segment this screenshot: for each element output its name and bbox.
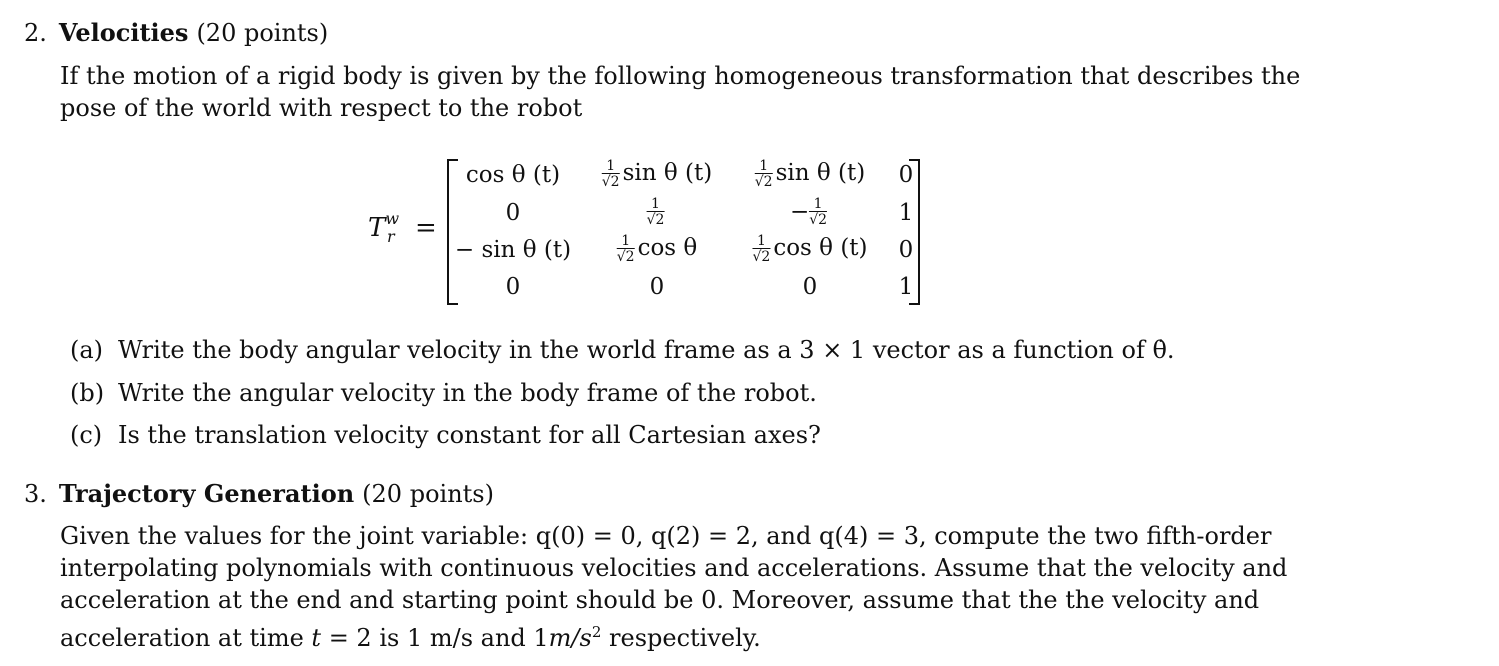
lhs-superscript: w	[385, 209, 400, 228]
fraction: $\frac{1}{√2}$	[616, 233, 635, 265]
matrix-cell-r1c1: cos θ (t)	[465, 162, 561, 188]
matrix-cell-r1c2	[602, 159, 712, 189]
fraction: $\frac{1}{√2}$	[601, 158, 620, 190]
equals-sign: =	[414, 213, 437, 243]
matrix-cell-r2c4: 1	[898, 200, 914, 226]
matrix-cell-r3c1: − sin θ (t)	[454, 237, 572, 263]
matrix-cell-r3c4: 0	[898, 237, 914, 263]
part-label: (a)	[70, 336, 104, 364]
fraction: $\frac{1}{√2}$	[646, 196, 665, 228]
matrix-cell-r4c2: 0	[649, 274, 665, 300]
intro-line: pose of the world with respect to the robot	[60, 94, 583, 122]
question-number: 3.	[24, 480, 47, 508]
question-2-heading	[24, 18, 328, 48]
right-bracket	[909, 159, 920, 305]
body-line: interpolating polynomials with continuous velocities and accelerations. Assume that the velocity and	[60, 554, 1288, 582]
fraction: $\frac{1}{√2}$	[809, 196, 828, 228]
lhs-subscript: r	[387, 227, 395, 246]
question-points: (20 points)	[196, 19, 329, 47]
matrix-cell-r3c3	[752, 234, 867, 264]
part-label: (c)	[70, 421, 103, 449]
body-line: acceleration at the end and starting point should be 0. Moreover, assume that the the velocity and	[60, 586, 1260, 614]
cell-expression: sin θ (t)	[622, 160, 713, 186]
transformation-matrix	[360, 155, 940, 305]
cell-expression: cos θ (t)	[773, 235, 868, 261]
part-text: Is the translation velocity constant for all Cartesian axes?	[118, 421, 821, 449]
question-2-intro	[60, 60, 1301, 124]
cell-expression: sin θ (t)	[775, 160, 866, 186]
question-3-heading	[24, 479, 494, 509]
matrix-cell-r4c1: 0	[505, 274, 521, 300]
part-b	[70, 378, 817, 408]
question-3-body	[60, 520, 1288, 654]
fraction: $\frac{1}{√2}$	[752, 233, 771, 265]
minus-sign: −	[789, 199, 810, 225]
left-bracket	[447, 159, 458, 305]
question-number: 2.	[24, 19, 47, 47]
matrix-cell-r1c4: 0	[898, 162, 914, 188]
body-line-last: acceleration at time t = 2 is 1 m/s and $1m/s^2$ respectively.	[60, 623, 761, 652]
part-a	[70, 335, 1175, 365]
part-c	[70, 420, 821, 450]
cell-expression: cos θ	[637, 235, 698, 261]
matrix-cell-r2c2	[647, 197, 668, 227]
intro-line: If the motion of a rigid body is given by the following homogeneous transformation that describes the	[60, 62, 1301, 90]
matrix-cell-r2c3	[790, 197, 830, 227]
question-points: (20 points)	[362, 480, 494, 508]
matrix-cell-r2c1: 0	[505, 200, 521, 226]
part-text: Write the body angular velocity in the world frame as a 3 × 1 vector as a function of θ̇.	[118, 336, 1175, 364]
question-title: Velocities	[58, 18, 189, 47]
matrix-lhs	[368, 209, 437, 246]
lhs-symbol: T	[368, 213, 386, 243]
matrix-cell-r3c2	[617, 234, 698, 264]
matrix-cell-r4c3: 0	[802, 274, 818, 300]
part-label: (b)	[70, 379, 105, 407]
body-line: Given the values for the joint variable: q(0) = 0, q(2) = 2, and q(4) = 3, compute the two fifth-order	[60, 522, 1272, 550]
matrix-cell-r1c3	[755, 159, 865, 189]
matrix-cell-r4c4: 1	[898, 274, 914, 300]
fraction: $\frac{1}{√2}$	[754, 158, 773, 190]
question-title: Trajectory Generation	[58, 479, 355, 508]
part-text: Write the angular velocity in the body frame of the robot.	[118, 379, 817, 407]
